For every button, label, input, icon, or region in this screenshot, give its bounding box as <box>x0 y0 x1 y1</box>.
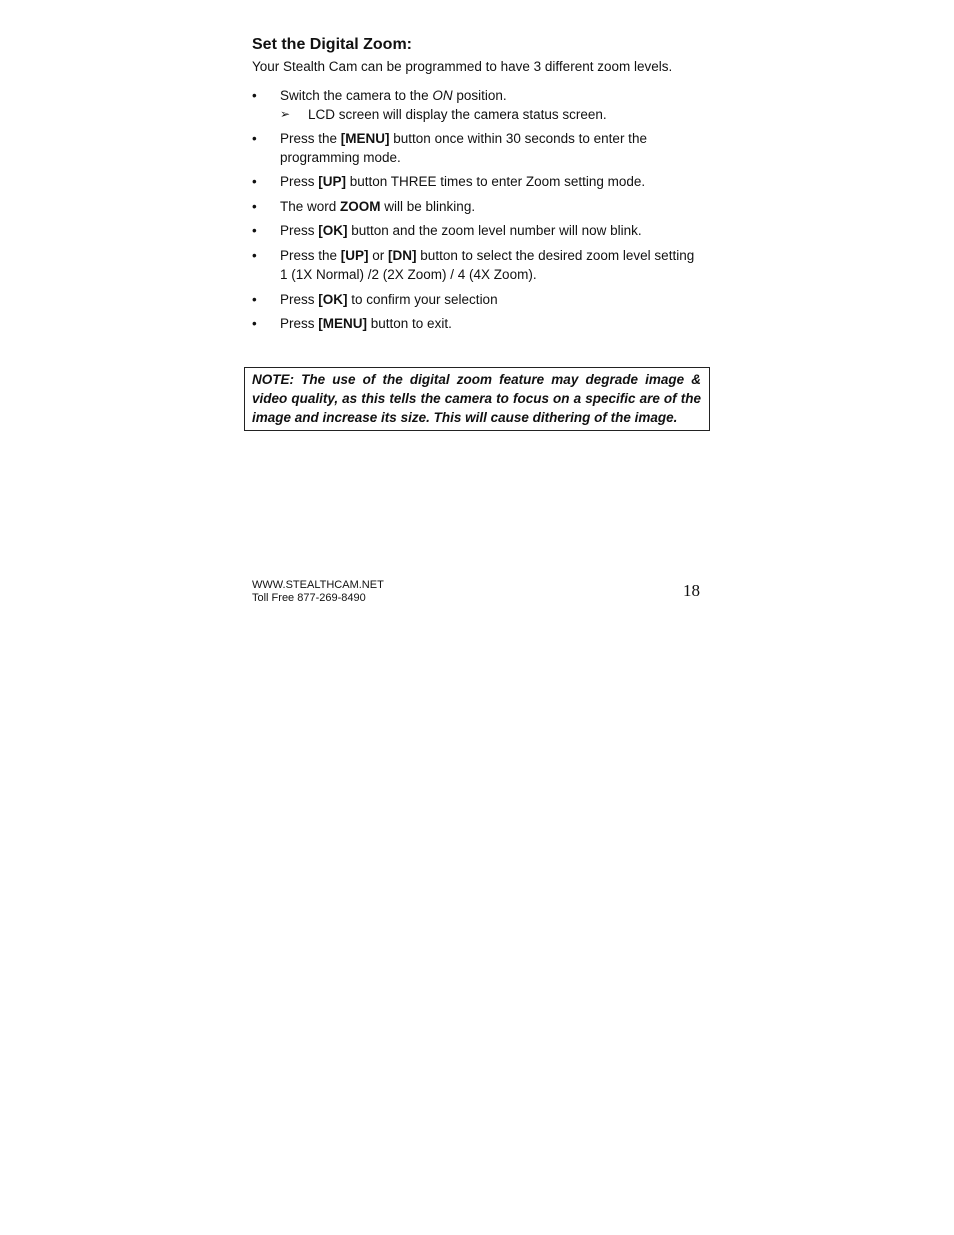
page-number: 18 <box>683 581 700 600</box>
footer-phone: Toll Free 877-269-8490 <box>252 592 366 604</box>
section-title: Set the Digital Zoom: <box>252 36 412 53</box>
bullet-icon: • <box>252 223 257 238</box>
list-item: • Switch the camera to the ON position. ➢ LCD screen will display the camera status screen. <box>252 86 702 124</box>
list-item: • Press [UP] button THREE times to enter Zoom setting mode. <box>252 174 646 189</box>
list-item: • Press the [MENU] button once within 30 seconds to enter the programming mode. <box>252 131 647 165</box>
bullet-icon: • <box>252 174 257 189</box>
bullet-icon: • <box>252 199 257 214</box>
bullet-icon: • <box>252 88 257 103</box>
note-box: NOTE: The use of the digital zoom feature may degrade image & video quality, as this tells the camera to focus on a specific are of the image and increase its size. This will cause dithering of the image. <box>244 367 710 431</box>
footer-website: WWW.STEALTHCAM.NET <box>252 579 384 591</box>
list-item: • Press [OK] button and the zoom level number will now blink. <box>252 223 642 238</box>
section-intro: Your Stealth Cam can be programmed to have 3 different zoom levels. <box>252 59 673 74</box>
list-item: • Press [MENU] button to exit. <box>252 316 452 331</box>
steps-list <box>252 86 702 333</box>
list-item: • Press the [UP] or [DN] button to select the desired zoom level setting 1 (1X Normal) /2 (2X Zoom) / 4 (4X Zoom). <box>252 248 695 282</box>
sub-list-item: ➢ LCD screen will display the camera status screen. <box>280 107 607 122</box>
bullet-icon: • <box>252 292 257 307</box>
list-item: • The word ZOOM will be blinking. <box>252 199 476 214</box>
bullet-icon: • <box>252 248 257 263</box>
arrow-bullet-icon: ➢ <box>280 107 291 121</box>
list-item: • Press [OK] to confirm your selection <box>252 292 498 307</box>
bullet-icon: • <box>252 316 257 331</box>
bullet-icon: • <box>252 131 257 146</box>
